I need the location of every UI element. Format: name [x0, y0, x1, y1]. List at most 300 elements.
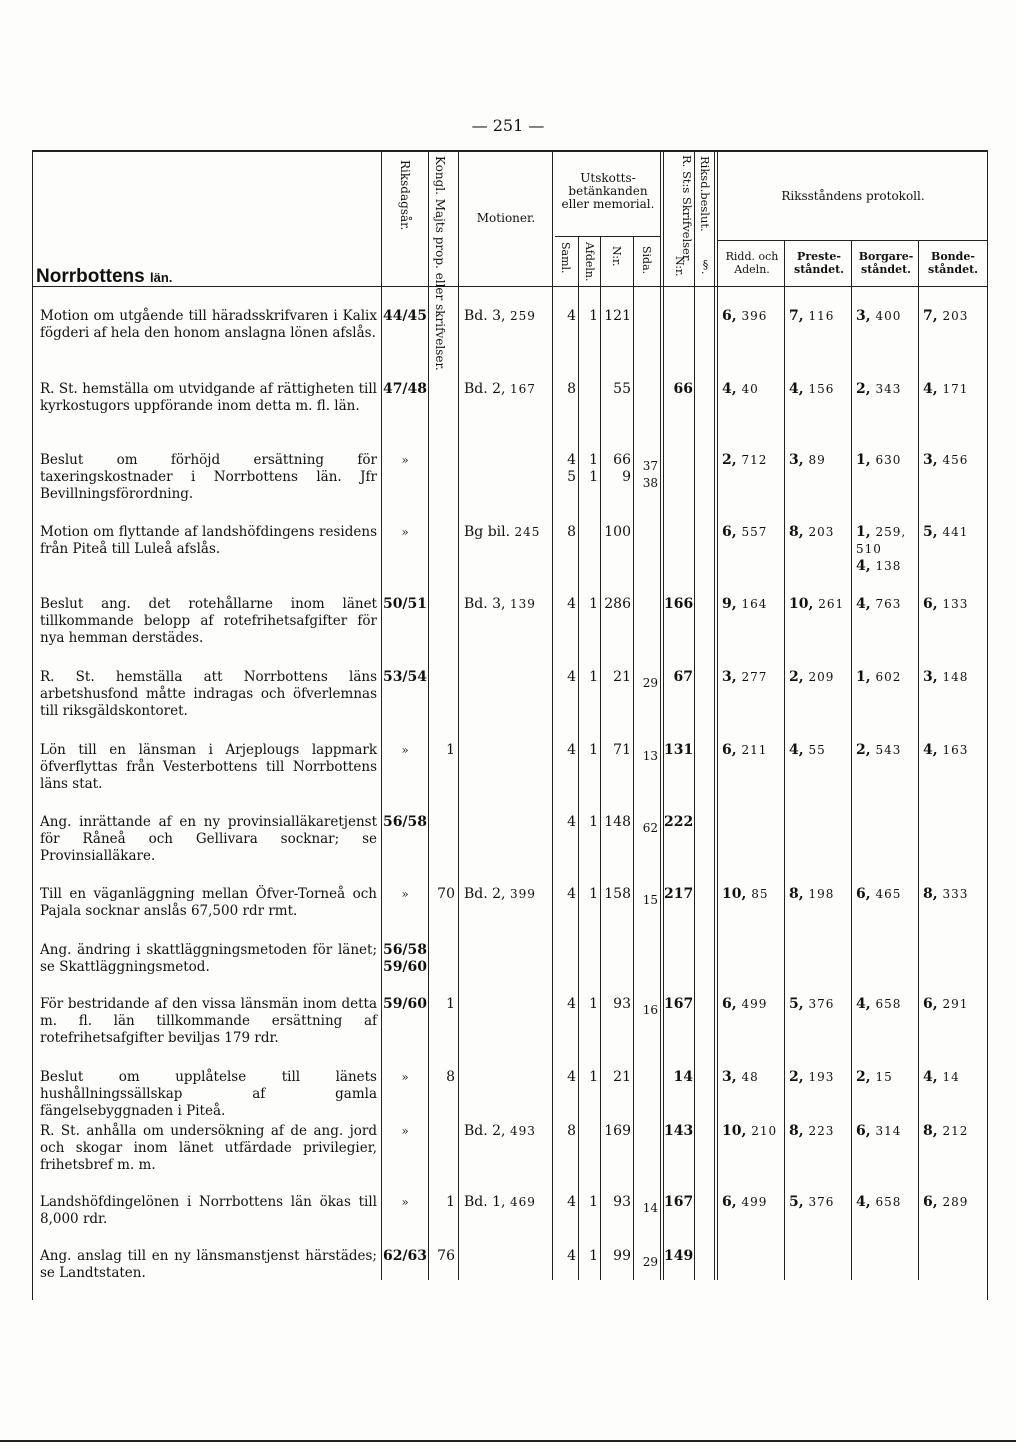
row-prop: 1 [446, 742, 455, 758]
row-year: 62/63 [382, 1248, 428, 1264]
row-sida: 29 [642, 1255, 658, 1269]
row-borgare-page: 465 [875, 887, 902, 901]
row-bonde [923, 1194, 968, 1211]
row-borgare-volume: 2, [856, 381, 876, 397]
row-preste [789, 1069, 834, 1086]
row-year: 56/58 [382, 814, 428, 830]
row-saml-2: 5 [567, 469, 576, 485]
row-prop: 1 [446, 1194, 455, 1210]
row-ridd [722, 381, 759, 398]
row-year: » [401, 743, 409, 757]
row-motion-volume: Bd. 2, [464, 886, 510, 902]
row-borgare [856, 1069, 893, 1086]
row-ridd-volume: 6, [722, 308, 742, 324]
row-description: Landshöfdingelönen i Norrbottens län ökas till 8,000 rdr. [40, 1194, 377, 1227]
row-afdeln: 1 [589, 886, 598, 902]
row-preste-page: 116 [808, 309, 835, 323]
row-afdeln: 1 [589, 742, 598, 758]
table-right-border [987, 150, 988, 1300]
row-year: » [401, 1195, 409, 1209]
row-description: Beslut om förhöjd ersättning för taxeringskostnader i Norrbottens län. Jfr Bevillningsförordning. [40, 452, 377, 502]
row-preste-page: 55 [808, 743, 826, 757]
row-preste [789, 1194, 834, 1211]
row-borgare [856, 308, 901, 325]
row-ridd-volume: 3, [722, 669, 742, 685]
row-preste [789, 669, 834, 686]
row-borgare-volume: 4, [856, 1194, 876, 1210]
section-title-suffix: län. [150, 270, 173, 285]
row-ridd [722, 596, 767, 613]
utskotts-subheader-rule [555, 236, 660, 237]
row-borgare-page: 259, [875, 525, 907, 539]
row-description: Lön till en länsman i Arjeplougs lappmark öfverflyttas från Vesterbottens till Norrbottens läns stat. [40, 742, 377, 792]
row-borgare-page: 630 [875, 453, 902, 467]
row-preste-page: 376 [808, 997, 835, 1011]
row-borgare-volume: 6, [856, 1123, 876, 1139]
row-sida: 16 [642, 1003, 658, 1017]
row-description: Ang. anslag till en ny länsmanstjenst härstädes; se Landtstaten. [40, 1248, 377, 1281]
row-nr: 93 [613, 1194, 631, 1210]
row-preste [789, 886, 834, 903]
row-motion [464, 381, 536, 398]
row-afdeln: 1 [589, 452, 598, 468]
row-motion-volume: Bg bil. [464, 524, 515, 540]
row-nr-2: 9 [622, 469, 631, 485]
row-ridd [722, 886, 769, 903]
row-ridd-page: 396 [741, 309, 768, 323]
row-description: Motion om utgående till häradsskrifvaren i Kalix fögderi af hela den honom anslagna lönen afslås. [40, 308, 377, 341]
row-afdeln: 1 [589, 669, 598, 685]
row-prop: 70 [437, 886, 455, 902]
row-preste-volume: 5, [789, 1194, 809, 1210]
row-year: 59/60 [382, 996, 428, 1012]
row-saml: 4 [567, 308, 576, 324]
header-nr: N:r. [610, 246, 623, 267]
row-saml: 4 [567, 1069, 576, 1085]
protokoll-subheader-rule [718, 240, 988, 241]
section-title-main: Norrbottens [36, 266, 145, 287]
row-description: R. St. anhålla om undersökning af de ang. jord och skogar inom länet utfärdade privilegier, frihetsbref m. m. [40, 1123, 377, 1173]
row-bonde [923, 669, 968, 686]
row-ridd [722, 308, 767, 325]
row-borgare-volume: 3, [856, 308, 876, 324]
table-top-rule [32, 150, 988, 152]
row-preste-page: 209 [808, 670, 835, 684]
row-saml: 4 [567, 814, 576, 830]
row-preste-volume: 3, [789, 452, 809, 468]
row-ridd [722, 1194, 767, 1211]
row-bonde-page: 289 [942, 1195, 969, 1209]
header-rst-nr: N:r. [673, 256, 686, 277]
row-rst-nr: 166 [664, 596, 694, 612]
row-motion-page: 469 [509, 1195, 536, 1209]
row-rst-nr: 217 [664, 886, 694, 902]
row-bonde-volume: 6, [923, 996, 943, 1012]
row-preste-page: 198 [808, 887, 835, 901]
row-borgare [856, 1123, 901, 1140]
row-bonde [923, 1123, 968, 1140]
page-number: — 251 — [471, 116, 545, 135]
row-ridd-page: 164 [741, 597, 768, 611]
row-preste [789, 742, 826, 759]
row-borgare [856, 596, 901, 613]
row-nr: 148 [604, 814, 631, 830]
row-motion-volume: Bd. 2, [464, 1123, 510, 1139]
row-motion-page: 493 [509, 1124, 536, 1138]
row-borgare-page: 658 [875, 1195, 902, 1209]
row-nr: 121 [604, 308, 631, 324]
row-preste-volume: 8, [789, 886, 809, 902]
row-preste [789, 452, 826, 469]
row-preste-volume: 8, [789, 1123, 809, 1139]
row-nr: 21 [613, 1069, 631, 1085]
row-preste-page: 376 [808, 1195, 835, 1209]
row-description: Beslut om upplåtelse till länets hushållningssällskap af gamla fängelsebyggnaden i Piteå. [40, 1069, 377, 1119]
row-motion-page: 167 [509, 382, 536, 396]
row-bonde-page: 14 [942, 1070, 960, 1084]
row-borgare [856, 524, 906, 541]
row-motion [464, 308, 536, 325]
row-ridd-page: 557 [741, 525, 768, 539]
row-bonde [923, 886, 968, 903]
row-rst-nr: 167 [664, 1194, 694, 1210]
row-ridd-page: 48 [741, 1070, 759, 1084]
row-ridd [722, 996, 767, 1013]
row-borgare-page: 543 [875, 743, 902, 757]
row-ridd [722, 1123, 777, 1140]
page-bottom-rule [0, 1440, 1016, 1442]
row-motion [464, 596, 536, 613]
row-borgare-volume: 1, [856, 669, 876, 685]
row-afdeln: 1 [589, 1069, 598, 1085]
row-sida: 29 [642, 676, 658, 690]
row-preste-page: 223 [808, 1124, 835, 1138]
row-borgare-2 [856, 558, 901, 575]
row-ridd-volume: 4, [722, 381, 742, 397]
row-borgare-page: 343 [875, 382, 902, 396]
row-motion-volume: Bd. 2, [464, 381, 510, 397]
row-bonde-page: 333 [942, 887, 969, 901]
row-nr: 21 [613, 669, 631, 685]
row-nr: 55 [613, 381, 631, 397]
row-ridd-volume: 9, [722, 596, 742, 612]
row-rst-nr: 14 [673, 1069, 693, 1085]
row-borgare [856, 886, 901, 903]
row-saml: 8 [567, 524, 576, 540]
row-year: 56/58 [382, 942, 428, 958]
row-ridd-page: 211 [741, 743, 768, 757]
row-rst-nr: 143 [664, 1123, 694, 1139]
row-bonde-page: 212 [942, 1124, 969, 1138]
row-preste-page: 156 [808, 382, 835, 396]
row-bonde-page: 291 [942, 997, 969, 1011]
row-rst-nr: 67 [673, 669, 693, 685]
row-borgare-page: 658 [875, 997, 902, 1011]
row-sida: 13 [642, 749, 658, 763]
row-saml: 8 [567, 381, 576, 397]
header-motioner: Motioner. [476, 211, 536, 225]
row-nr: 71 [613, 742, 631, 758]
row-ridd-page: 40 [741, 382, 759, 396]
table-left-border [32, 150, 33, 1300]
col-divider [428, 150, 429, 1280]
row-saml: 8 [567, 1123, 576, 1139]
row-bonde [923, 452, 968, 469]
header-ridd: Ridd. och Adeln. [725, 250, 779, 276]
row-bonde-volume: 6, [923, 596, 943, 612]
col-divider [717, 150, 718, 1280]
col-divider [714, 150, 715, 1280]
row-saml: 4 [567, 452, 576, 468]
row-borgare [856, 1194, 901, 1211]
row-nr: 93 [613, 996, 631, 1012]
row-ridd-page: 712 [741, 453, 768, 467]
row-borgare-volume: 6, [856, 886, 876, 902]
row-bonde-volume: 3, [923, 669, 943, 685]
row-saml: 4 [567, 996, 576, 1012]
row-motion-volume: Bd. 3, [464, 308, 510, 324]
row-preste-page: 203 [808, 525, 835, 539]
row-ridd [722, 524, 767, 541]
row-year-2: 59/60 [382, 959, 428, 975]
row-ridd [722, 669, 767, 686]
row-preste-volume: 4, [789, 381, 809, 397]
row-prop: 8 [446, 1069, 455, 1085]
row-rst-nr: 167 [664, 996, 694, 1012]
row-sida: 14 [642, 1201, 658, 1215]
row-preste [789, 996, 834, 1013]
row-bonde-page: 203 [942, 309, 969, 323]
header-riksdagsar: Riksdagsår. [398, 160, 412, 231]
row-borgare [856, 381, 901, 398]
row-bonde-volume: 4, [923, 742, 943, 758]
row-borgare [856, 669, 901, 686]
row-bonde-page: 148 [942, 670, 969, 684]
row-saml: 4 [567, 596, 576, 612]
row-borgare-2-volume: 4, [856, 558, 876, 574]
row-ridd [722, 1069, 759, 1086]
header-saml: Saml. [559, 242, 572, 274]
header-rst: R. St:s Skrifvelser. [680, 155, 694, 263]
row-bonde-volume: 8, [923, 886, 943, 902]
row-afdeln: 1 [589, 814, 598, 830]
header-protokoll: Riksståndens protokoll. [781, 189, 925, 203]
row-bonde [923, 742, 968, 759]
row-bonde-volume: 4, [923, 1069, 943, 1085]
row-borgare [856, 452, 901, 469]
row-ridd-page: 499 [741, 997, 768, 1011]
row-ridd [722, 742, 767, 759]
row-bonde-page: 456 [942, 453, 969, 467]
col-divider [660, 150, 661, 1280]
row-rst-nr: 131 [664, 742, 694, 758]
row-description: Motion om flyttande af landshöfdingens residens från Piteå till Luleå afslås. [40, 524, 377, 557]
row-bonde-volume: 8, [923, 1123, 943, 1139]
row-ridd-page: 85 [751, 887, 769, 901]
row-preste [789, 524, 834, 541]
header-riksd: Riksd.beslut. [698, 156, 712, 232]
row-borgare-volume: 4, [856, 596, 876, 612]
row-nr: 66 [613, 452, 631, 468]
row-bonde-page: 441 [942, 525, 969, 539]
row-nr: 100 [604, 524, 631, 540]
row-preste-volume: 10, [789, 596, 819, 612]
row-preste-page: 193 [808, 1070, 835, 1084]
row-year: » [401, 1124, 409, 1138]
header-afdeln: Afdeln. [583, 242, 596, 282]
row-preste-page: 89 [808, 453, 826, 467]
header-utskotts: Utskotts-betänkanden eller memorial. [561, 171, 655, 211]
row-year: 50/51 [382, 596, 428, 612]
row-preste [789, 1123, 834, 1140]
row-description: Ang. inrättande af en ny provinsialläkaretjenst för Råneå och Gellivara socknar; se Provinsialläkare. [40, 814, 377, 864]
row-sida-2: 38 [642, 476, 658, 490]
col-divider [663, 150, 664, 1280]
row-year: » [401, 525, 409, 539]
row-preste-volume: 4, [789, 742, 809, 758]
row-ridd-page: 499 [741, 1195, 768, 1209]
row-year: 44/45 [382, 308, 428, 324]
header-bottom-rule [32, 286, 988, 287]
row-description: Ang. ändring i skattläggningsmetoden för länet; se Skattläggningsmetod. [40, 942, 377, 975]
row-borgare-2-page: 138 [875, 559, 902, 573]
row-sida: 37 [642, 459, 658, 473]
row-motion [464, 1123, 536, 1140]
col-divider [694, 150, 695, 1280]
row-motion-page: 259 [509, 309, 536, 323]
header-riksd-par: §. [699, 258, 712, 275]
row-saml: 4 [567, 1194, 576, 1210]
row-sida: 15 [642, 893, 658, 907]
row-ridd-volume: 10, [722, 1123, 752, 1139]
row-afdeln-2: 1 [589, 469, 598, 485]
row-bonde [923, 308, 968, 325]
row-ridd-volume: 3, [722, 1069, 742, 1085]
row-borgare-volume: 1, [856, 524, 876, 540]
row-borgare-page: 763 [875, 597, 902, 611]
row-borgare-extra: 510 [856, 542, 882, 556]
row-preste-volume: 5, [789, 996, 809, 1012]
row-preste [789, 308, 834, 325]
row-preste-volume: 8, [789, 524, 809, 540]
row-bonde [923, 1069, 960, 1086]
row-bonde [923, 524, 968, 541]
row-saml: 4 [567, 1248, 576, 1264]
header-kongl [433, 156, 446, 371]
row-year: » [401, 887, 409, 901]
row-motion-page: 245 [514, 525, 541, 539]
row-afdeln: 1 [589, 996, 598, 1012]
row-nr: 169 [604, 1123, 631, 1139]
row-borgare-page: 314 [875, 1124, 902, 1138]
row-bonde-volume: 6, [923, 1194, 943, 1210]
row-saml: 4 [567, 669, 576, 685]
row-motion [464, 524, 540, 541]
row-ridd-volume: 6, [722, 1194, 742, 1210]
row-rst-nr: 66 [673, 381, 693, 397]
header-bonde: Bonde-ståndet. [928, 250, 978, 276]
row-motion [464, 1194, 536, 1211]
row-borgare-volume: 2, [856, 742, 876, 758]
row-bonde-volume: 7, [923, 308, 943, 324]
row-saml: 4 [567, 742, 576, 758]
row-description: R. St. hemställa att Norrbottens läns arbetshusfond måtte indragas och öfverlemnas till riksgäldskontoret. [40, 669, 377, 719]
row-borgare-volume: 4, [856, 996, 876, 1012]
row-ridd-volume: 6, [722, 524, 742, 540]
row-borgare [856, 742, 901, 759]
row-ridd [722, 452, 767, 469]
row-motion-volume: Bd. 3, [464, 596, 510, 612]
row-preste-volume: 7, [789, 308, 809, 324]
row-ridd-page: 277 [741, 670, 768, 684]
row-preste-volume: 2, [789, 669, 809, 685]
header-borgare: Borgare-ståndet. [858, 250, 914, 276]
row-description: Till en väganläggning mellan Öfver-Torneå och Pajala socknar anslås 67,500 rdr rmt. [40, 886, 377, 919]
row-motion-volume: Bd. 1, [464, 1194, 510, 1210]
row-motion-page: 399 [509, 887, 536, 901]
row-bonde-page: 171 [942, 382, 969, 396]
row-borgare [856, 996, 901, 1013]
row-preste-volume: 2, [789, 1069, 809, 1085]
row-ridd-volume: 6, [722, 996, 742, 1012]
row-bonde-page: 133 [942, 597, 969, 611]
header-kongl-text: Kongl. Majts prop. eller skrifvelser. [433, 156, 447, 371]
row-prop: 1 [446, 996, 455, 1012]
row-afdeln: 1 [589, 1248, 598, 1264]
header-sida: Sida. [640, 246, 653, 275]
row-preste [789, 381, 834, 398]
row-bonde-volume: 3, [923, 452, 943, 468]
row-rst-nr: 149 [664, 1248, 694, 1264]
section-title [36, 266, 172, 288]
row-year: 47/48 [382, 381, 428, 397]
row-bonde [923, 996, 968, 1013]
col-divider [851, 240, 852, 1280]
row-ridd-volume: 6, [722, 742, 742, 758]
row-year: » [401, 1070, 409, 1084]
row-ridd-page: 210 [751, 1124, 778, 1138]
row-borgare-volume: 1, [856, 452, 876, 468]
row-borgare-page: 15 [875, 1070, 893, 1084]
row-afdeln: 1 [589, 596, 598, 612]
col-divider [784, 240, 785, 1280]
row-bonde [923, 381, 968, 398]
row-description: Beslut ang. det rotehållarne inom länet tillkommande belopp af rotefrihetsafgifter för nya hemman derstädes. [40, 596, 377, 646]
row-bonde-page: 163 [942, 743, 969, 757]
col-divider [458, 150, 459, 1280]
row-nr: 286 [604, 596, 631, 612]
row-nr: 99 [613, 1248, 631, 1264]
row-bonde-volume: 4, [923, 381, 943, 397]
row-afdeln: 1 [589, 1194, 598, 1210]
row-prop: 76 [437, 1248, 455, 1264]
row-motion [464, 886, 536, 903]
row-ridd-volume: 2, [722, 452, 742, 468]
row-sida: 62 [642, 821, 658, 835]
row-bonde [923, 596, 968, 613]
row-nr: 158 [604, 886, 631, 902]
row-saml: 4 [567, 886, 576, 902]
row-borgare-volume: 2, [856, 1069, 876, 1085]
col-divider [918, 240, 919, 1280]
row-borgare-page: 400 [875, 309, 902, 323]
row-preste-page: 261 [818, 597, 845, 611]
row-year: 53/54 [382, 669, 428, 685]
row-preste [789, 596, 844, 613]
row-year: » [401, 453, 409, 467]
header-preste: Preste-ståndet. [794, 250, 844, 276]
row-ridd-volume: 10, [722, 886, 752, 902]
